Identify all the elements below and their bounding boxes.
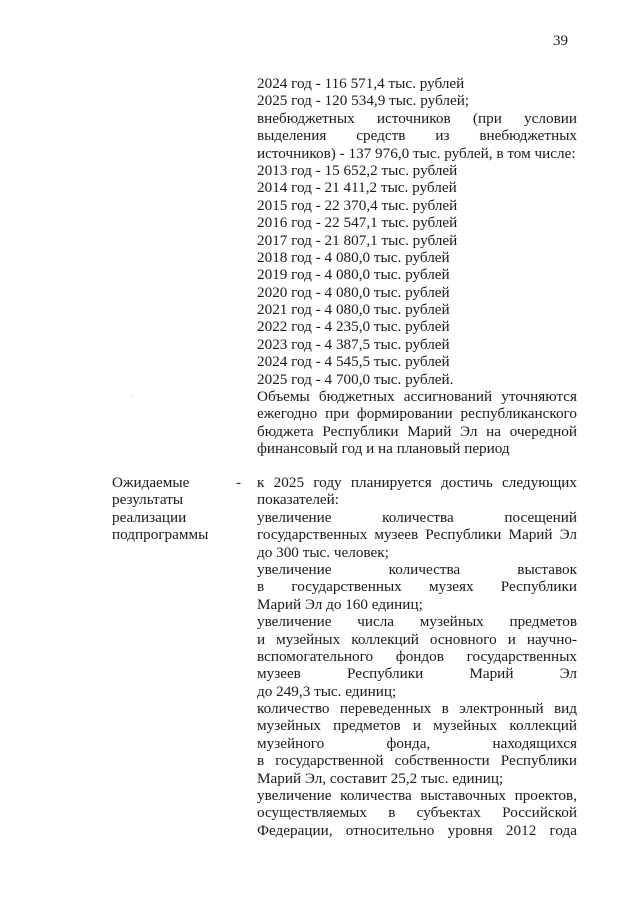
text-line: 2025 год - 120 534,9 тыс. рублей;	[257, 92, 470, 110]
text-line: 2015 год - 22 370,4 тыс. рублей	[257, 196, 458, 214]
text-line: вспомогательного фондов государственных	[257, 647, 577, 665]
text-line: увеличение количества выставочных проектов,	[257, 787, 577, 805]
text-line: 2020 год - 4 080,0 тыс. рублей	[257, 283, 450, 301]
text-line: увеличение числа музейных предметов	[257, 613, 577, 631]
text-line: внебюджетных источников (при условии	[257, 109, 577, 127]
text-line: музейного фонда, находящихся	[257, 734, 577, 752]
label-dash: -	[236, 474, 242, 491]
text-line: до 249,3 тыс. единиц;	[257, 682, 397, 700]
text-line: выделения средств из внебюджетных	[257, 127, 577, 145]
scan-speck	[131, 395, 132, 396]
text-line: осуществляемых в субъектах Российской	[257, 804, 577, 822]
text-line: 2018 год - 4 080,0 тыс. рублей	[257, 248, 450, 266]
text-line: 2019 год - 4 080,0 тыс. рублей	[257, 266, 450, 284]
label-line: результаты	[112, 491, 184, 509]
page-number: 39	[553, 33, 568, 49]
text-line: до 300 тыс. человек;	[257, 543, 389, 561]
text-line: 2021 год - 4 080,0 тыс. рублей	[257, 301, 450, 319]
text-line: Объемы бюджетных ассигнований уточняются	[257, 388, 577, 406]
text-line: бюджета Республики Марий Эл на очередной	[257, 422, 577, 440]
label-line: подпрограммы	[112, 526, 209, 544]
text-line: Федерации, относительно уровня 2012 года	[257, 821, 577, 839]
text-line: финансовый год и на плановый период	[257, 440, 510, 458]
text-line: Марий Эл, составит 25,2 тыс. единиц;	[257, 769, 504, 787]
text-line: 2024 год - 116 571,4 тыс. рублей	[257, 75, 465, 92]
text-line: 2022 год - 4 235,0 тыс. рублей	[257, 318, 450, 336]
text-line: источников) - 137 976,0 тыс. рублей, в том числе:	[257, 144, 576, 162]
text-line: 2016 год - 22 547,1 тыс. рублей	[257, 214, 458, 232]
text-line: увеличение количества выставок	[257, 560, 577, 578]
text-line: 2025 год - 4 700,0 тыс. рублей.	[257, 370, 454, 388]
text-line: и музейных коллекций основного и научно-	[257, 630, 577, 648]
text-line: количество переведенных в электронный вид	[257, 700, 577, 718]
text-line: 2017 год - 21 807,1 тыс. рублей	[257, 231, 458, 249]
text-line: музеев Республики Марий Эл	[257, 665, 577, 683]
text-line: увеличение количества посещений	[257, 508, 577, 526]
text-line: 2023 год - 4 387,5 тыс. рублей	[257, 335, 450, 353]
text-line: 2013 год - 15 652,2 тыс. рублей	[257, 161, 458, 179]
text-line: музейных предметов и музейных коллекций	[257, 717, 577, 735]
text-line: государственных музеев Республики Марий Эл	[257, 526, 577, 544]
label-line: Ожидаемые	[112, 474, 190, 491]
text-line: в государственной собственности Республики	[257, 752, 577, 770]
text-line: Марий Эл до 160 единиц;	[257, 595, 423, 613]
text-line: к 2025 году планируется достичь следующих	[257, 474, 577, 491]
text-line: показателей:	[257, 491, 340, 509]
expected-results-text-block	[257, 474, 577, 839]
text-line: 2024 год - 4 545,5 тыс. рублей	[257, 353, 450, 371]
label-line: реализации	[112, 508, 187, 526]
text-line: ежегодно при формировании республиканского	[257, 405, 577, 423]
text-line: в государственных музеях Республики	[257, 578, 577, 596]
expected-results-label	[112, 474, 222, 544]
text-line: 2014 год - 21 411,2 тыс. рублей	[257, 179, 457, 197]
financing-text-block	[257, 75, 577, 458]
